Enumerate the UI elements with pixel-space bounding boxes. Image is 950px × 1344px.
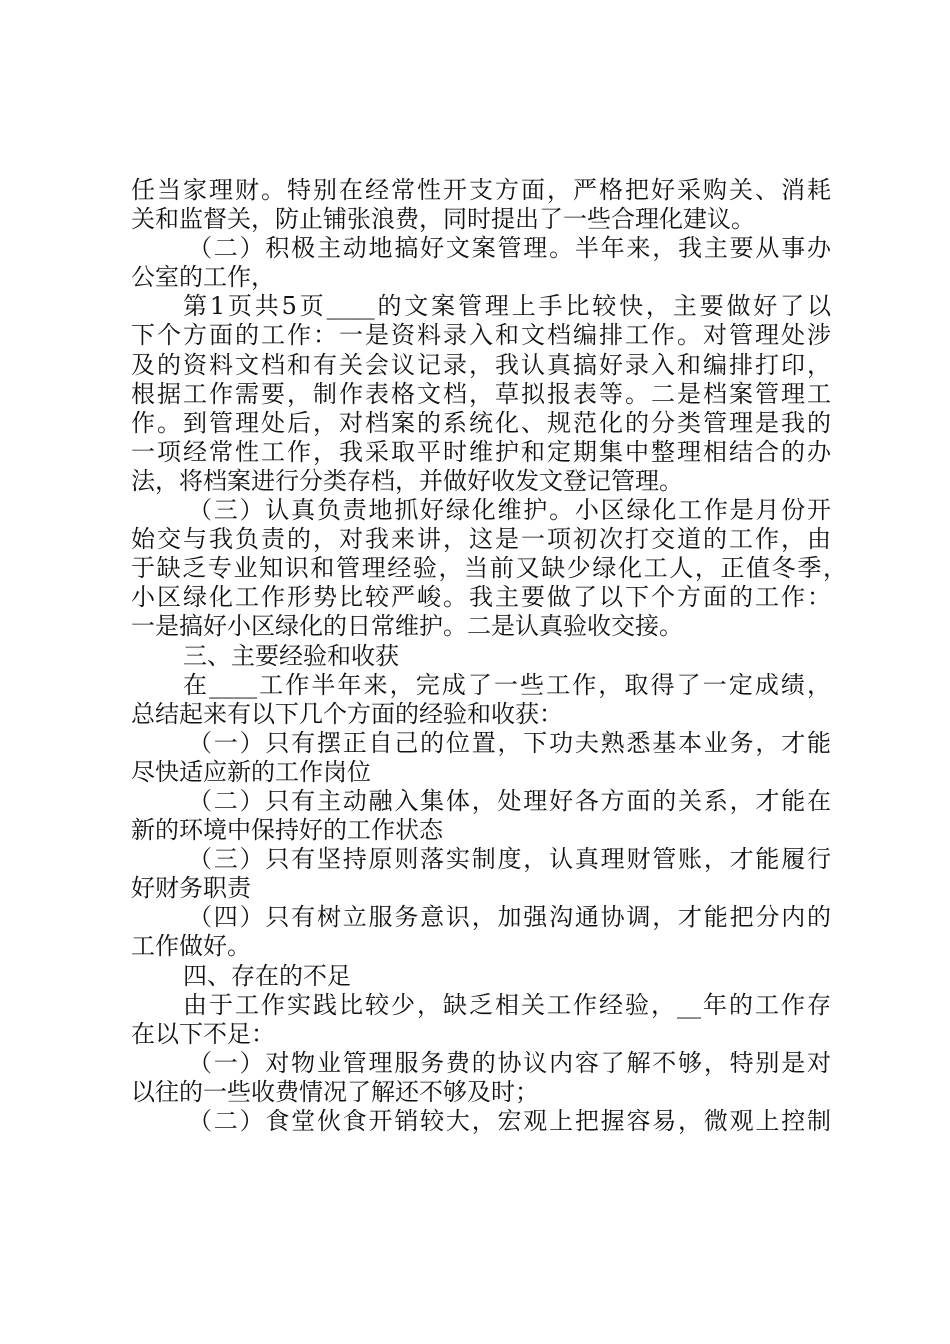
text-line: 新的环境中保持好的工作状态 (131, 816, 443, 845)
text-line: 一项经常性工作，我采取平时维护和定期集中整理相结合的办 (131, 437, 831, 466)
text-line: 始交与我负责的，对我来讲，这是一项初次打交道的工作，由 (131, 525, 831, 554)
text-line: 由于工作实践比较少，缺乏相关工作经验，__年的工作存 (183, 990, 831, 1019)
text-line: 公室的工作， (131, 263, 275, 292)
text-line: 尽快适应新的工作岗位 (131, 757, 371, 786)
text-line: 在____工作半年来，完成了一些工作，取得了一定成绩， (183, 670, 831, 699)
text-line: 在以下不足： (131, 1019, 275, 1048)
text-line: （一）对物业管理服务费的协议内容了解不够，特别是对 (188, 1048, 831, 1077)
text-line: 四、存在的不足 (183, 961, 351, 990)
text-line: 工作做好。 (131, 932, 251, 961)
text-line: （三）认真负责地抓好绿化维护。小区绿化工作是月份开 (188, 496, 831, 525)
text-line: 根据工作需要，制作表格文档，草拟报表等。二是档案管理工 (131, 379, 831, 408)
text-line: （二）积极主动地搞好文案管理。半年来，我主要从事办 (188, 234, 831, 263)
text-line: （二）只有主动融入集体，处理好各方面的关系，才能在 (188, 786, 831, 815)
text-line: 任当家理财。特别在经常性开支方面，严格把好采购关、消耗 (131, 176, 831, 204)
text-line: 关和监督关，防止铺张浪费，同时提出了一些合理化建议。 (131, 205, 755, 234)
text-line: 作。到管理处后，对档案的系统化、规范化的分类管理是我的 (131, 408, 831, 437)
text-line: 总结起来有以下几个方面的经验和收获： (131, 699, 563, 728)
text-line: 及的资料文档和有关会议记录，我认真搞好录入和编排打印， (131, 350, 831, 379)
text-line: （四）只有树立服务意识，加强沟通协调，才能把分内的 (188, 903, 831, 932)
text-line: 下个方面的工作：一是资料录入和文档编排工作。对管理处涉 (131, 321, 831, 350)
document-body (131, 176, 847, 1136)
text-line: 一是搞好小区绿化的日常维护。二是认真验收交接。 (131, 612, 683, 641)
text-line: 三、主要经验和收获 (183, 641, 399, 670)
text-line: （二）食堂伙食开销较大，宏观上把握容易，微观上控制 (188, 1107, 831, 1135)
text-line: （三）只有坚持原则落实制度，认真理财管账，才能履行 (188, 845, 831, 874)
text-line: 好财务职责 (131, 874, 251, 903)
text-line: 第1页共5页____的文案管理上手比较快，主要做好了以 (183, 292, 831, 321)
text-line: 于缺乏专业知识和管理经验，当前又缺少绿化工人，正值冬季， (131, 554, 847, 583)
text-line: 法，将档案进行分类存档，并做好收发文登记管理。 (131, 466, 683, 495)
text-line: 以往的一些收费情况了解还不够及时； (131, 1077, 539, 1106)
text-line: 小区绿化工作形势比较严峻。我主要做了以下个方面的工作： (131, 583, 831, 612)
text-line: （一）只有摆正自己的位置，下功夫熟悉基本业务，才能 (188, 728, 831, 757)
